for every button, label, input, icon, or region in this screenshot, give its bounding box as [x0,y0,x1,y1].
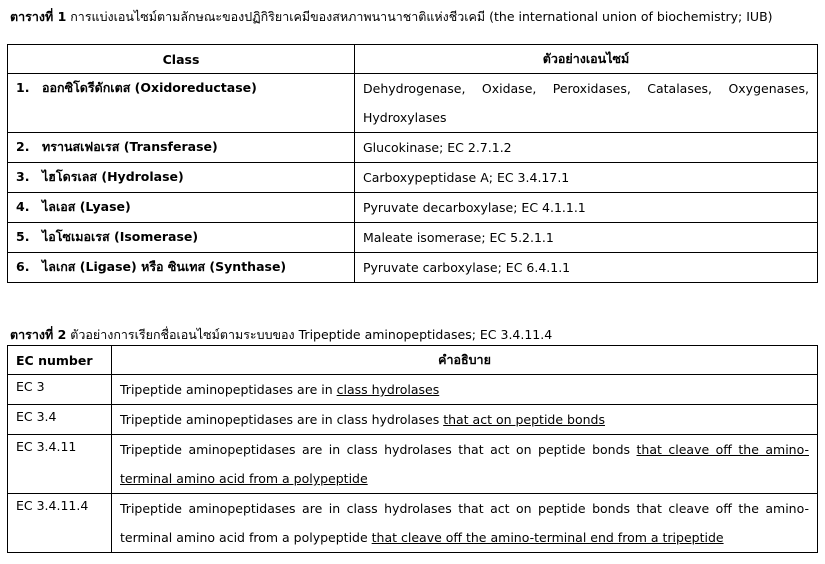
example-item: Dehydrogenase, [363,81,466,96]
examples-cell [355,74,818,133]
description-text: Tripeptide aminopeptidases are in class hydrolases [120,412,444,427]
ec-number-table [7,345,818,553]
example-item: Oxidase, [481,81,537,96]
description-text: Tripeptide aminopeptidases are in [120,382,337,397]
example-item: Oxygenases, [728,81,809,96]
description-text: Tripeptide aminopeptidases are in class hydrolases that act on peptide bonds that cleave off the amino-terminal amino acid from a polypeptide [120,501,809,545]
description-underlined: that cleave off the amino-terminal end from a tripeptide [371,530,724,545]
ec-cell: EC 3.4 [8,405,112,435]
class-name: ออกซิโดรีดักเตส (Oxidoreductase) [42,80,257,95]
description-underlined: that cleave off the amino-terminal amino acid from a polypeptide [120,442,809,486]
ec-cell: EC 3.4.11.4 [8,494,112,553]
row-number: 6. [16,259,30,274]
examples-line1 [363,74,809,103]
ec-cell: EC 3.4.11 [8,435,112,494]
description-underlined: that act on peptide bonds [443,412,605,427]
ec-cell: EC 3 [8,375,112,405]
class-cell [8,223,355,253]
class-name: ไลเอส (Lyase) [42,199,131,214]
example-cell: Pyruvate carboxylase; EC 6.4.1.1 [355,253,818,283]
table1-caption-label: ตารางที่ 1 [10,9,67,24]
description-cell [112,405,818,435]
row-number: 2. [16,139,30,154]
table-row [8,223,818,253]
table2-header-ec: EC number [8,346,112,375]
table-row [8,193,818,223]
table1-caption-text: การแบ่งเอนไซม์ตามลักษณะของปฏิกิริยาเคมีของสหภาพนานาชาติแห่งชีวเคมี (the international union of biochemistry; IUB) [66,9,773,24]
example-cell: Maleate isomerase; EC 5.2.1.1 [355,223,818,253]
class-cell [8,133,355,163]
table-row [8,494,818,553]
table1-header-class: Class [8,45,355,74]
table-row [8,163,818,193]
table2-caption-text: ตัวอย่างการเรียกชื่อเอนไซม์ตามระบบของ Tripeptide aminopeptidases; EC 3.4.11.4 [66,327,553,342]
class-cell [8,74,355,133]
row-number: 1. [16,80,30,95]
row-number: 5. [16,229,30,244]
description-cell [112,494,818,553]
table-row [8,253,818,283]
example-cell: Carboxypeptidase A; EC 3.4.17.1 [355,163,818,193]
table-row [8,133,818,163]
class-cell [8,253,355,283]
row-number: 3. [16,169,30,184]
class-name: ไลเกส (Ligase) หรือ ซินเทส (Synthase) [42,259,287,274]
table-row [8,405,818,435]
table1-header-row [8,45,818,74]
table-row [8,375,818,405]
description-underlined: class hydrolases [336,382,440,397]
table2-caption [10,327,552,343]
enzyme-class-table [7,44,818,283]
example-cell: Pyruvate decarboxylase; EC 4.1.1.1 [355,193,818,223]
table2-header-row [8,346,818,375]
class-name: ทรานสเฟอเรส (Transferase) [42,139,218,154]
example-item: Catalases, [647,81,713,96]
class-name: ไอโซเมอเรส (Isomerase) [42,229,199,244]
table-row [8,74,818,133]
description-cell [112,435,818,494]
description-text: Tripeptide aminopeptidases are in class hydrolases that act on peptide bonds [120,442,637,457]
table2-caption-label: ตารางที่ 2 [10,327,67,342]
table-row [8,435,818,494]
example-cell: Glucokinase; EC 2.7.1.2 [355,133,818,163]
table1-caption [10,9,773,25]
class-name: ไฮโดรเลส (Hydrolase) [42,169,184,184]
description-cell [112,375,818,405]
example-item: Peroxidases, [552,81,631,96]
table2-header-description: คำอธิบาย [112,346,818,375]
class-cell [8,163,355,193]
class-cell [8,193,355,223]
examples-line2: Hydroxylases [363,110,447,125]
table1-header-examples: ตัวอย่างเอนไซม์ [355,45,818,74]
row-number: 4. [16,199,30,214]
